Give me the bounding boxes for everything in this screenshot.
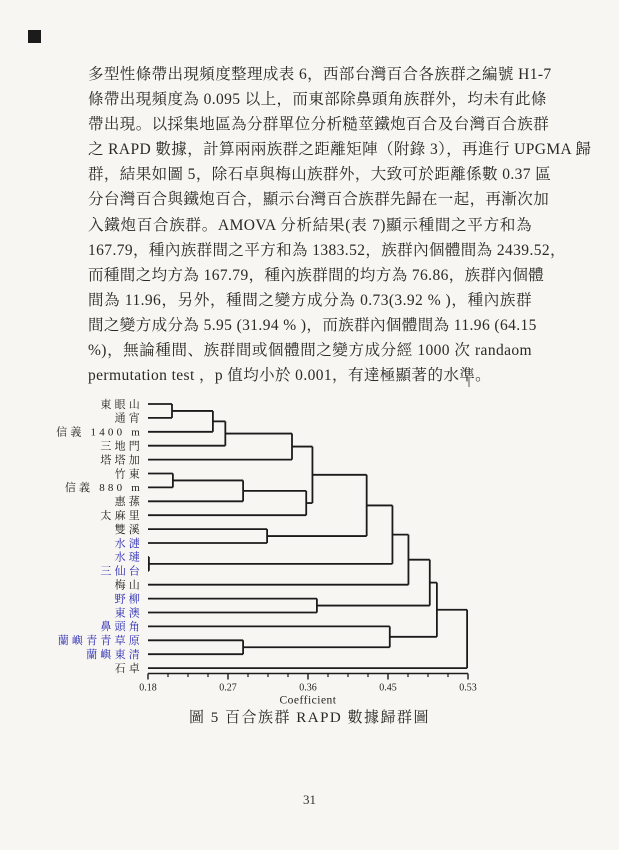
leaf-label: 東澳 bbox=[114, 607, 143, 620]
leaf-label: 雙溪 bbox=[114, 523, 143, 536]
leaf-label: 野柳 bbox=[114, 593, 143, 606]
paragraph-line: %)，無論種間、族群間或個體間之變方成分經 1000 次 randaom bbox=[88, 342, 532, 360]
leaf-label: 蘭嶼東清 bbox=[86, 649, 143, 661]
paragraph-line: permutation test ，p 值均小於 0.001，有達極顯著的水準。 bbox=[88, 367, 492, 385]
x-axis-tick-label: 0.18 bbox=[139, 682, 157, 694]
leaf-label: 通宵 bbox=[114, 412, 143, 425]
paragraph-line: 分台灣百合與鐵炮百合，顯示台灣百合族群先歸在一起，再漸次加 bbox=[88, 191, 550, 209]
paragraph-line: 167.79，種內族群間之平方和為 1383.52，族群內個體間為 2439.52， bbox=[88, 241, 566, 259]
x-axis-tick-label: 0.36 bbox=[299, 682, 317, 694]
leaf-label: 東眼山 bbox=[100, 398, 143, 411]
paragraph-line: 間之變方成分為 5.95 (31.94 % )，而族群內個體間為 11.96 (64.15 bbox=[88, 316, 537, 334]
leaf-label: 竹東 bbox=[114, 468, 143, 481]
paragraph-line: 而種間之均方為 167.79，種內族群間的均方為 76.86，族群內個體 bbox=[88, 266, 545, 284]
x-axis-tick-label: 0.45 bbox=[379, 682, 397, 694]
leaf-label: 惠蓀 bbox=[114, 496, 143, 509]
leaf-label: 三仙台 bbox=[100, 565, 143, 578]
leaf-label: 水璉 bbox=[114, 551, 143, 564]
paragraph-line: 條帶出現頻度為 0.095 以上，而東部除鼻頭角族群外，均未有此條 bbox=[88, 91, 547, 109]
leaf-label: 蘭嶼青青草原 bbox=[57, 635, 143, 648]
leaf-label: 太麻里 bbox=[100, 510, 143, 522]
paragraph-line: 群，結果如圖 5，除石卓與梅山族群外，大致可於距離係數 0.37 區 bbox=[88, 166, 552, 184]
leaf-label: 塔塔加 bbox=[100, 454, 143, 467]
leaf-label: 梅山 bbox=[114, 579, 143, 592]
leaf-label: 三地門 bbox=[100, 440, 143, 453]
paragraph-line: 帶出現。以採集地區為分群單位分析糙莖鐵炮百合及台灣百合族群 bbox=[88, 116, 550, 134]
x-axis-title: Coefficient bbox=[279, 694, 337, 707]
leaf-label: 石卓 bbox=[114, 662, 143, 675]
paragraph-line: 多型性條帶出現頻度整理成表 6，西部台灣百合各族群之編號 H1-7 bbox=[88, 66, 552, 83]
leaf-label: 信義 1400 m bbox=[56, 426, 143, 439]
paragraph-line: 入鐵炮百合族群。AMOVA 分析結果(表 7)顯示種間之平方和為 bbox=[88, 216, 532, 234]
leaf-label: 信義 880 m bbox=[64, 482, 143, 495]
leaf-label: 水漣 bbox=[114, 537, 143, 550]
leaf-label: 鼻頭角 bbox=[100, 621, 143, 634]
paragraph-line: 之 RAPD 數據，計算兩兩族群之距離矩陣（附錄 3），再進行 UPGMA 歸 bbox=[88, 141, 592, 159]
x-axis-tick-label: 0.53 bbox=[459, 682, 477, 694]
x-axis-tick-label: 0.27 bbox=[219, 682, 237, 694]
page-number: 31 bbox=[303, 792, 316, 807]
paragraph-line: 間為 11.96，另外，種間之變方成分為 0.73(3.92 % )，種內族群 bbox=[88, 291, 532, 309]
figure-caption: 圖 5 百合族群 RAPD 數據歸群圖 bbox=[188, 710, 430, 726]
